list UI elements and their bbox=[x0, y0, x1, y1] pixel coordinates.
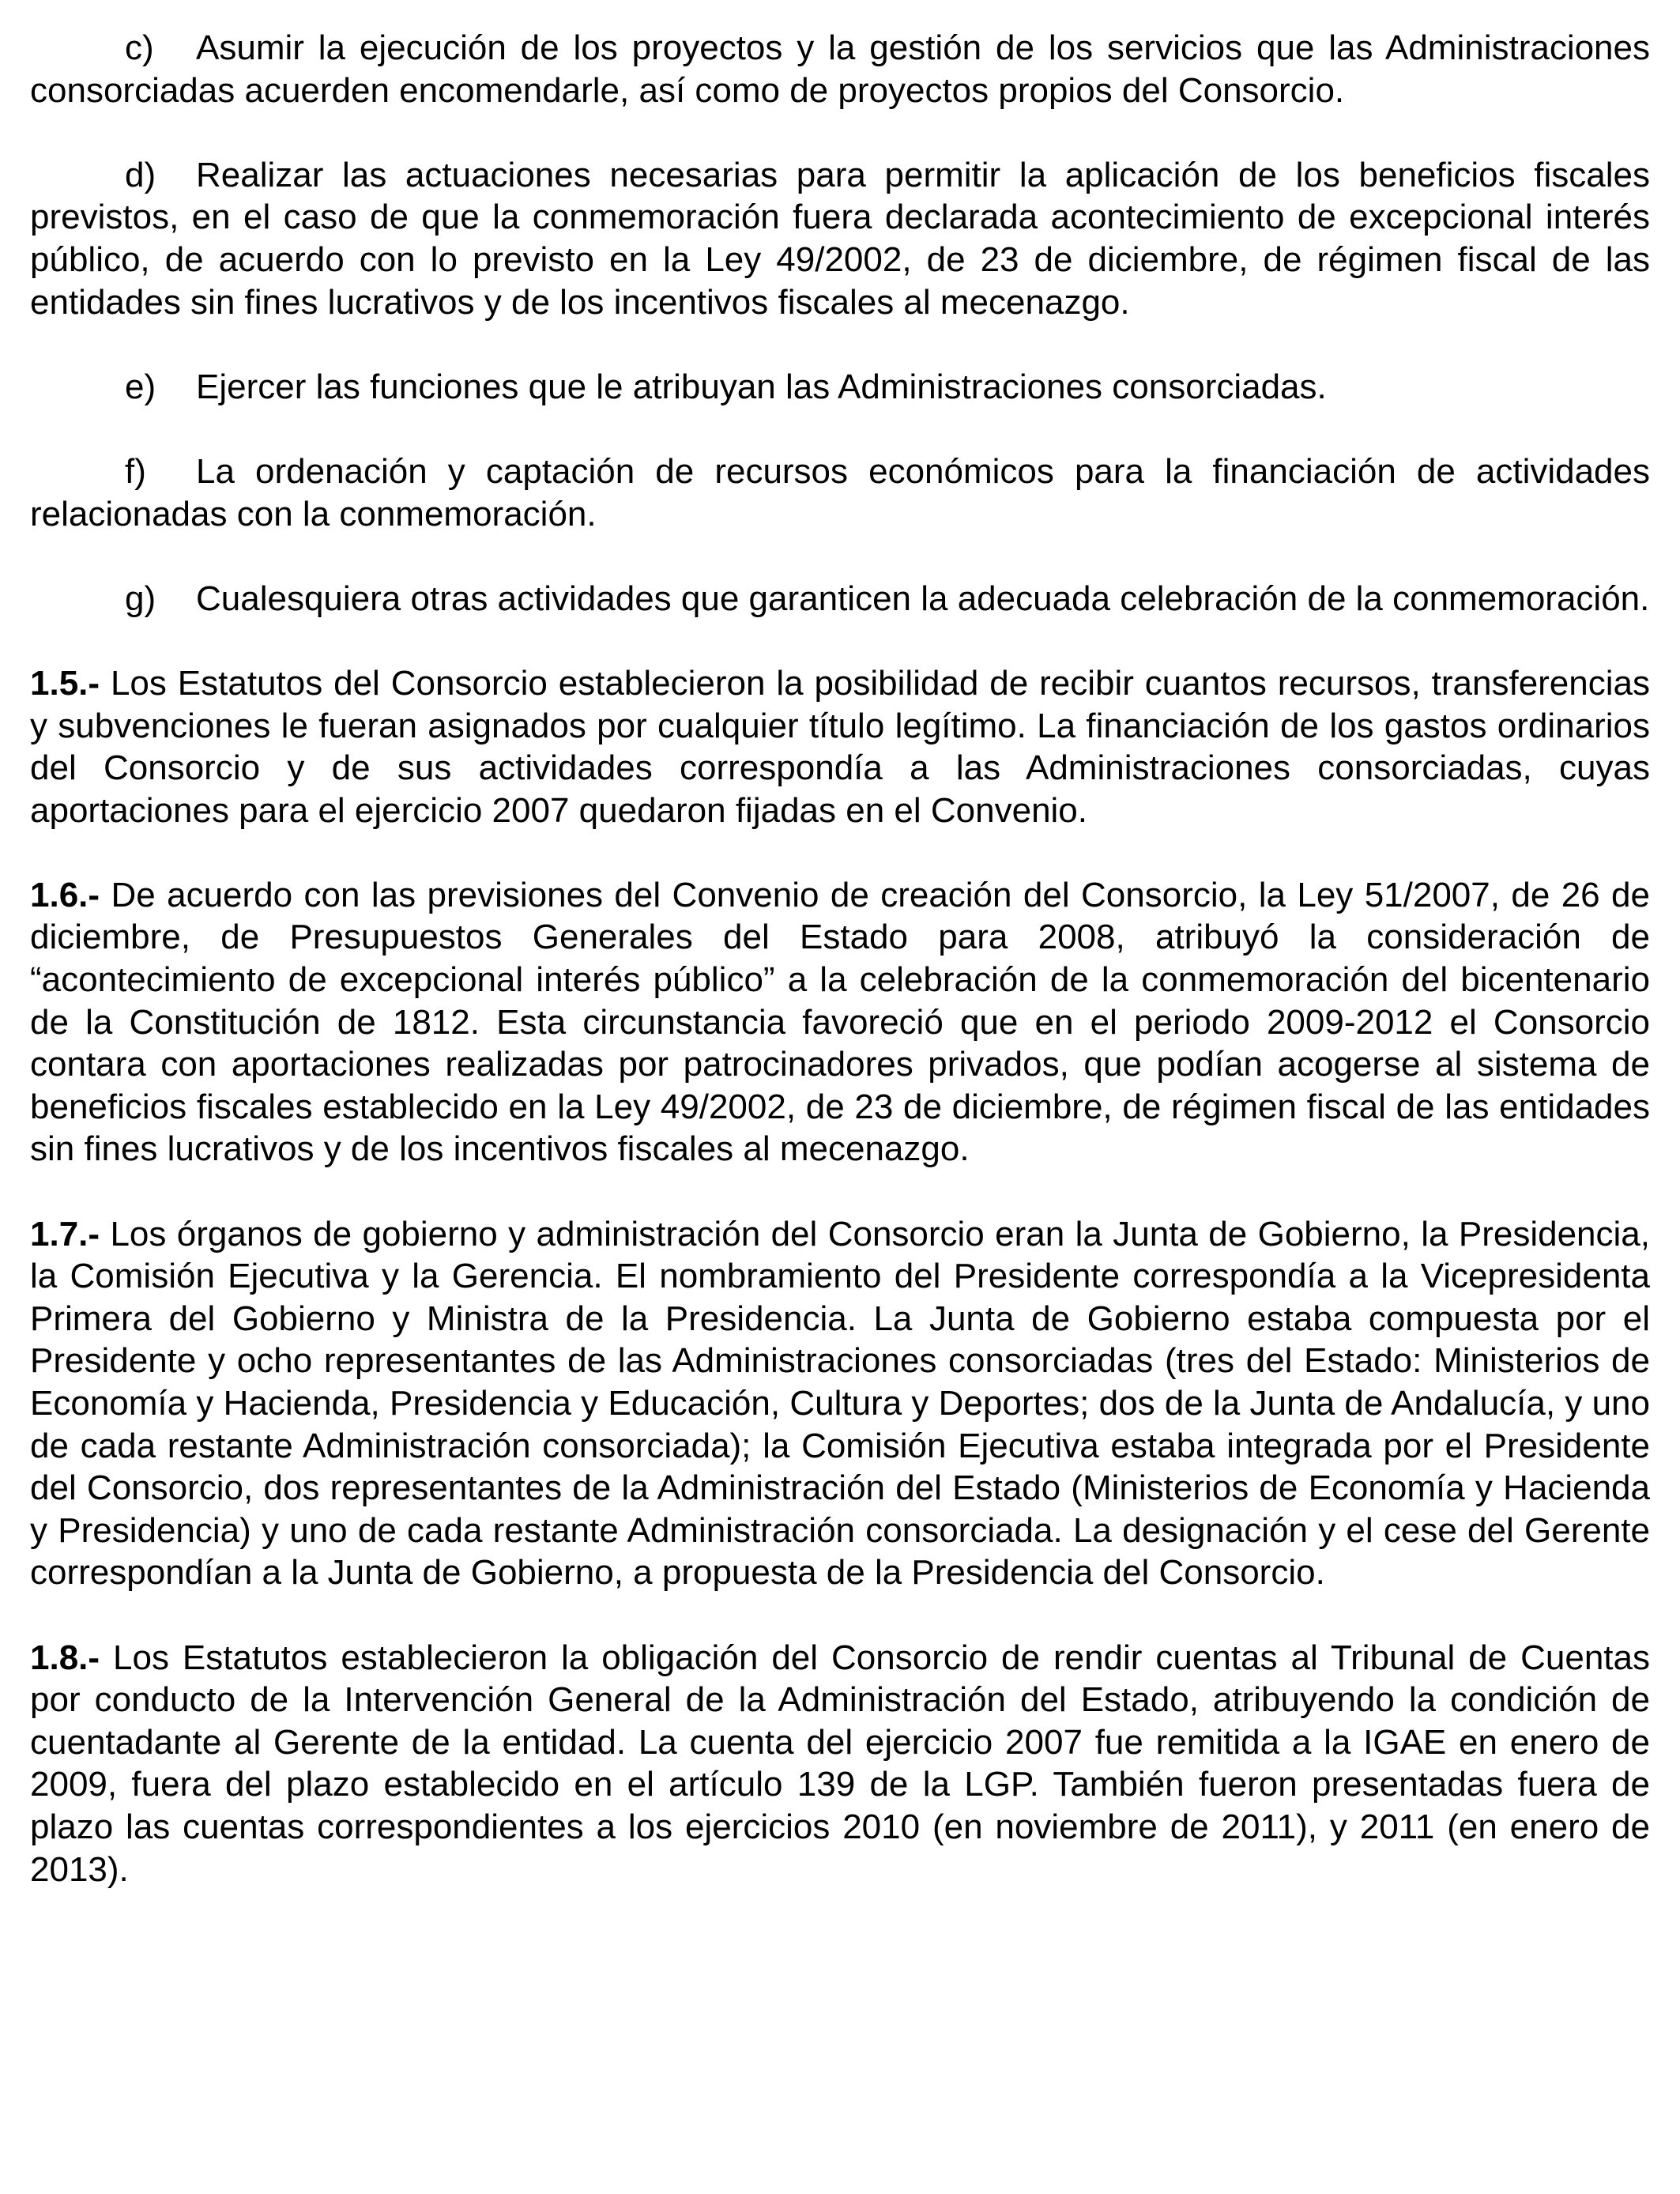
section-number: 1.6.- bbox=[30, 875, 100, 914]
section-number: 1.5.- bbox=[30, 663, 100, 703]
section-1-5 bbox=[30, 662, 1650, 831]
list-item-text: Cualesquiera otras actividades que garanticen la adecuada celebración de la conmemoración. bbox=[196, 579, 1650, 618]
list-item-letter: e) bbox=[125, 367, 156, 406]
list-item-letter: d) bbox=[125, 155, 156, 194]
list-item-letter: g) bbox=[125, 579, 156, 618]
list-item-d bbox=[30, 154, 1650, 323]
list-item-text: Asumir la ejecución de los proyectos y la gestión de los servicios que las Administraciones consorciadas acuerden encomendarle, así como de proyectos propios del Consorcio. bbox=[30, 28, 1650, 110]
list-item-g bbox=[30, 578, 1650, 620]
list-item-text: Ejercer las funciones que le atribuyan las Administraciones consorciadas. bbox=[196, 367, 1327, 406]
list-item-letter: c) bbox=[125, 28, 154, 67]
section-1-7 bbox=[30, 1213, 1650, 1594]
list-item-letter: f) bbox=[125, 451, 146, 491]
section-1-6 bbox=[30, 874, 1650, 1171]
section-text: Los Estatutos establecieron la obligación del Consorcio de rendir cuentas al Tribunal de Cuentas por conducto de la Intervención General de la Administración del Estado, atribuyendo la condición de cuentadante al Gerente de la entidad. La cuenta del ejercicio 2007 fue remitida a la IGAE en enero de 2009, fuera del plazo establecido en el artículo 139 de la LGP. También fueron presentadas fuera de plazo las cuentas correspondientes a los ejercicios 2010 (en noviembre de 2011), y 2011 (en enero de 2013). bbox=[30, 1638, 1650, 1889]
list-item-f bbox=[30, 450, 1650, 535]
list-item-c bbox=[30, 27, 1650, 111]
list-item-e bbox=[30, 366, 1650, 409]
section-number: 1.8.- bbox=[30, 1638, 100, 1677]
section-text: Los Estatutos del Consorcio establecieron la posibilidad de recibir cuantos recursos, transferencias y subvenciones le fueran asignados por cualquier título legítimo. La financiación de los gastos ordinarios del Consorcio y de sus actividades correspondía a las Administraciones consorciadas, cuyas aportaciones para el ejercicio 2007 quedaron fijadas en el Convenio. bbox=[30, 663, 1650, 830]
section-text: Los órganos de gobierno y administración del Consorcio eran la Junta de Gobierno, la Presidencia, la Comisión Ejecutiva y la Gerencia. El nombramiento del Presidente correspondía a la Vicepresidenta Primera del Gobierno y Ministra de la Presidencia. La Junta de Gobierno estaba compuesta por el Presidente y ocho representantes de las Administraciones consorciadas (tres del Estado: Ministerios de Economía y Hacienda, Presidencia y Educación, Cultura y Deportes; dos de la Junta de Andalucía, y uno de cada restante Administración consorciada); la Comisión Ejecutiva estaba integrada por el Presidente del Consorcio, dos representantes de la Administración del Estado (Ministerios de Economía y Hacienda y Presidencia) y uno de cada restante Administración consorciada. La designación y el cese del Gerente correspondían a la Junta de Gobierno, a propuesta de la Presidencia del Consorcio. bbox=[30, 1214, 1650, 1593]
document-page bbox=[30, 27, 1650, 1933]
list-item-text: Realizar las actuaciones necesarias para permitir la aplicación de los beneficios fiscales previstos, en el caso de que la conmemoración fuera declarada acontecimiento de excepcional interés público, de acuerdo con lo previsto en la Ley 49/2002, de 23 de diciembre, de régimen fiscal de las entidades sin fines lucrativos y de los incentivos fiscales al mecenazgo. bbox=[30, 155, 1650, 322]
section-1-8 bbox=[30, 1637, 1650, 1891]
section-text: De acuerdo con las previsiones del Convenio de creación del Consorcio, la Ley 51/2007, de 26 de diciembre, de Presupuestos Generales del Estado para 2008, atribuyó la consideración de “acontecimiento de excepcional interés público” a la celebración de la conmemoración del bicentenario de la Constitución de 1812. Esta circunstancia favoreció que en el periodo 2009-2012 el Consorcio contara con aportaciones realizadas por patrocinadores privados, que podían acogerse al sistema de beneficios fiscales establecido en la Ley 49/2002, de 23 de diciembre, de régimen fiscal de las entidades sin fines lucrativos y de los incentivos fiscales al mecenazgo. bbox=[30, 875, 1650, 1169]
list-item-text: La ordenación y captación de recursos económicos para la financiación de actividades relacionadas con la conmemoración. bbox=[30, 451, 1650, 533]
section-number: 1.7.- bbox=[30, 1214, 100, 1253]
